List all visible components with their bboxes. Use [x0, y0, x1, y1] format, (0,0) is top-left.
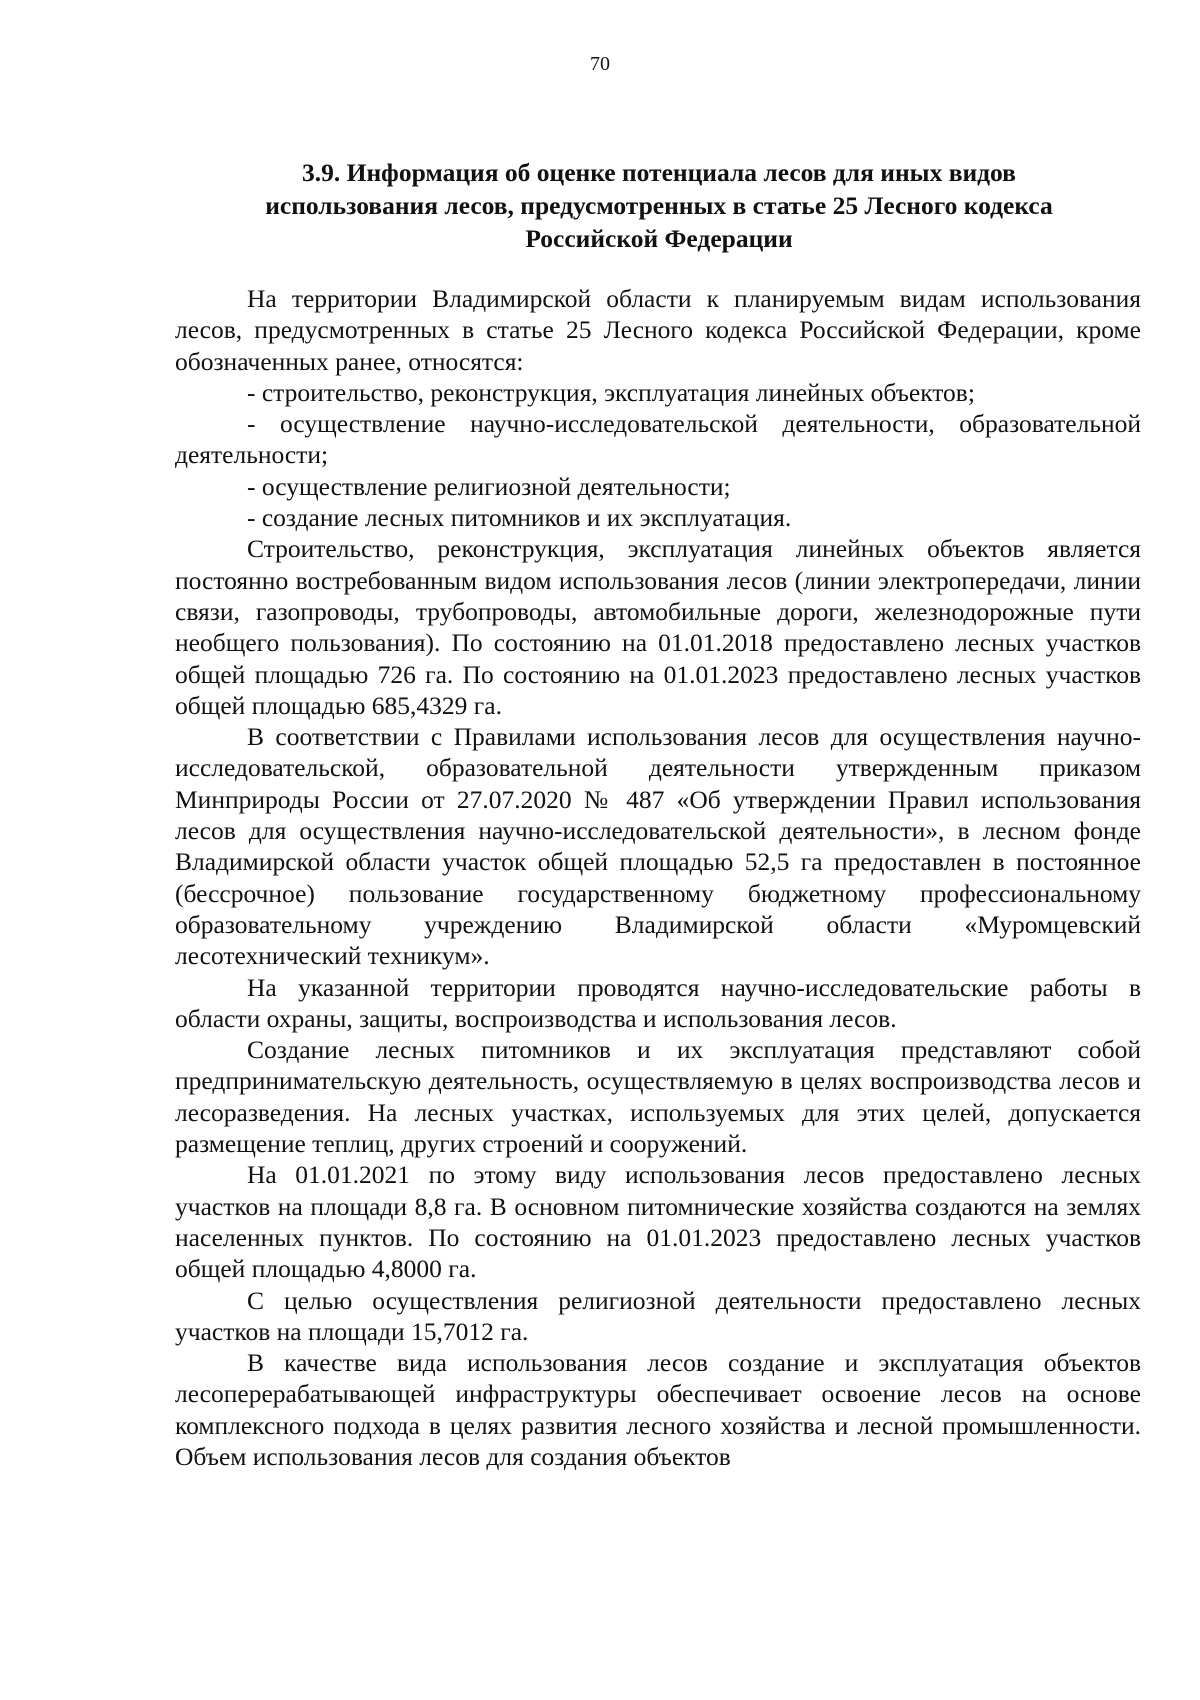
paragraph-nurseries-area: На 01.01.2021 по этому виду использования лесов предоставлено лесных участков на площади 8,8 га. В основном питомнические хозяйства создаются на землях населенных пунктов. По состоянию на 01.01.2023 предоставлено лесных участков общей площадью 4,8000 га.: [175, 1160, 1141, 1284]
list-item-religious: - осуществление религиозной деятельности;: [247, 471, 731, 501]
paragraph-nurseries: Создание лесных питомников и их эксплуатация представляют собой предпринимательскую деятельность, осуществляемую в целях воспроизводства лесов и лесоразведения. На лесных участках, используемых для этих целей, допускается размещение теплиц, других строений и сооружений.: [175, 1035, 1141, 1159]
section-heading-line: использования лесов, предусмотренных в статье 25 Лесного кодекса: [265, 191, 1053, 220]
section-heading: [212, 156, 1106, 255]
paragraph-linear-objects: Строительство, реконструкция, эксплуатация линейных объектов является постоянно востребованным видом использования лесов (линии электропередачи, линии связи, газопроводы, трубопроводы, автомобильные дороги, железнодорожные пути необщего пользования). По состоянию на 01.01.2018 предоставлено лесных участков общей площадью 726 га. По состоянию на 01.01.2023 предоставлено лесных участков общей площадью 685,4329 га.: [175, 534, 1141, 720]
page-number: 70: [590, 53, 610, 75]
paragraph-research-works: На указанной территории проводятся научно-исследовательские работы в области охраны, защиты, воспроизводства и использования лесов.: [175, 972, 1141, 1033]
paragraph-intro: На территории Владимирской области к планируемым видам использования лесов, предусмотренных в статье 25 Лесного кодекса Российской Федерации, кроме обозначенных ранее, относятся:: [175, 284, 1141, 376]
list-item-linear-objects: - строительство, реконструкция, эксплуатация линейных объектов;: [247, 377, 975, 407]
list-item-nurseries: - создание лесных питомников и их эксплуатация.: [247, 503, 792, 533]
section-heading-line: Российской Федерации: [525, 224, 793, 253]
paragraph-religious: С целью осуществления религиозной деятельности предоставлено лесных участков на площади 15,7012 га.: [175, 1285, 1141, 1346]
paragraph-processing-infrastructure: В качестве вида использования лесов создание и эксплуатация объектов лесоперерабатывающей инфраструктуры обеспечивает освоение лесов на основе комплексного подхода в целях развития лесного хозяйства и лесной промышленности. Объем использования лесов для создания объектов: [175, 1348, 1141, 1471]
list-item-research: - осуществление научно-исследовательской деятельности, образовательной деятельности;: [175, 409, 1141, 470]
paragraph-research-rules: В соответствии с Правилами использования лесов для осуществления научно-исследовательской, образовательной деятельности утвержденным приказом Минприроды России от 27.07.2020 № 487 «Об утверждении Правил использования лесов для осуществления научно-исследовательской деятельности», в лесном фонде Владимирской области участок общей площадью 52,5 га предоставлен в постоянное (бессрочное) пользование государственному бюджетному профессиональному образовательному учреждению Владимирской области «Муромцевский лесотехнический техникум».: [175, 722, 1141, 971]
section-heading-line: 3.9. Информация об оценке потенциала лесов для иных видов: [302, 158, 1016, 187]
body-text: [175, 283, 1141, 1472]
